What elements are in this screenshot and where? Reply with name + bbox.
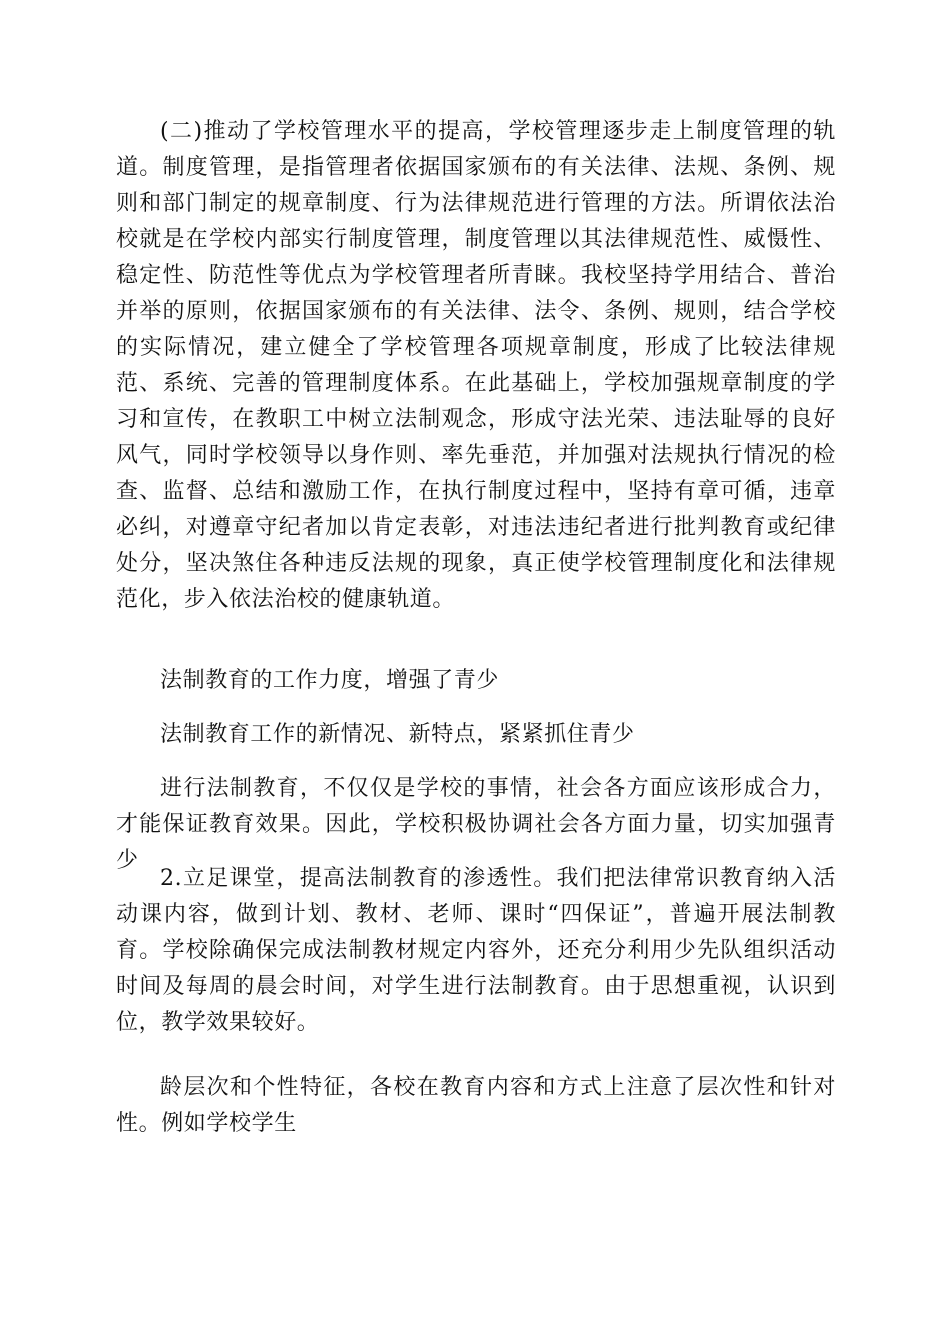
paragraph-school-management: (二)推动了学校管理水平的提高，学校管理逐步走上制度管理的轨道。制度管理，是指管理者依据国家颁布的有关法律、法规、条例、规则和部门制定的规章制度、行为法律规范进行管理的方法。所谓依法治校就是在学校内部实行制度管理，制度管理以其法律规范性、威慑性、稳定性、防范性等优点为学校管理者所青睐。我校坚持学用结合、普治并举的原则，依据国家颁布的有关法律、法令、条例、规则，结合学校的实际情况，建立健全了学校管理各项规章制度，形成了比较法律规范、系统、完善的管理制度体系。在此基础上，学校加强规章制度的学习和宣传，在教职工中树立法制观念，形成守法光荣、违法耻辱的良好风气，同时学校领导以身作则、率先垂范，并加强对法规执行情况的检查、监督、总结和激励工作，在执行制度过程中，坚持有章可循，违章必纠，对遵章守纪者加以肯定表彰，对违法违纪者进行批判教育或纪律处分，坚决煞住各种违反法规的现象，真正使学校管理制度化和法律规范化，步入依法治校的健康轨道。 <box>116 119 836 612</box>
paragraph-social-cooperation: 进行法制教育，不仅仅是学校的事情，社会各方面应该形成合力，才能保证教育效果。因此，学校积极协调社会各方面力量，切实加强青少 <box>116 776 836 873</box>
paragraph-age-characteristics: 龄层次和个性特征，各校在教育内容和方式上注意了层次性和针对性。例如学校学生 <box>116 1075 836 1136</box>
paragraph-classroom-education: 2.立足课堂，提高法制教育的渗透性。我们把法律常识教育纳入活动课内容，做到计划、教材、老师、课时“四保证”，普遍开展法制教育。学校除确保完成法制教材规定内容外，还充分利用少先队组织活动时间及每周的晨会时间，对学生进行法制教育。由于思想重视，认识到位，教学效果较好。 <box>116 866 836 1035</box>
paragraph-new-situation: 法制教育工作的新情况、新特点，紧紧抓住青少 <box>160 722 635 747</box>
paragraph-education-strength: 法制教育的工作力度，增强了青少 <box>160 668 500 693</box>
